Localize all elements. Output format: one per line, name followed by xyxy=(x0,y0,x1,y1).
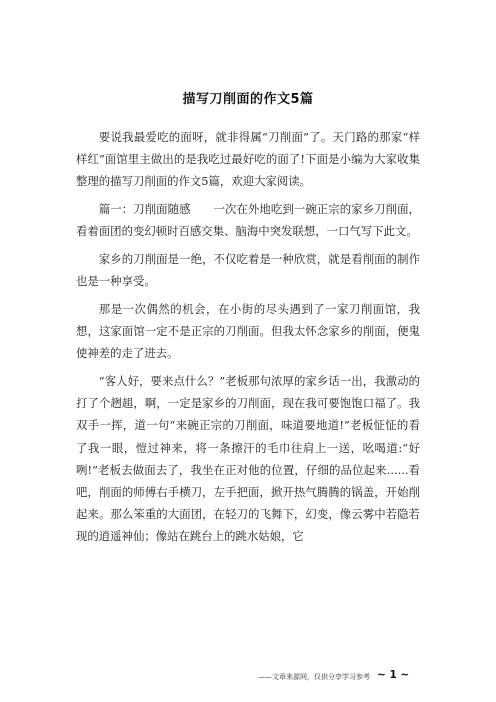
footer-source-note: ——文章来源网，仅供分享学习参考 xyxy=(258,673,370,681)
page-number: ~ 1 ~ xyxy=(377,669,410,681)
paragraph-2: 篇一：刀削面随感 一次在外地吃到一碗正宗的家乡刀削面，看着面团的变幻顿时百感交集、脑海中突发联想，一口气写下此文。 xyxy=(76,202,420,239)
paragraph-3: 家乡的刀削面是一绝，不仅吃着是一种欣赏，就是看削面的制作也是一种享受。 xyxy=(76,252,420,289)
paragraph-1: 要说我最爱吃的面呀，就非得属“刀削面”了。天门路的那家“样样红”面馆里主做出的是我吃过最好吃的面了!下面是小编为大家收集整理的描写刀削面的作文5篇，欢迎大家阅读。 xyxy=(76,130,420,189)
paragraph-4: 那是一次偶然的机会，在小街的尽头遇到了一家刀削面馆，我想，这家面馆一定不是正宗的刀削面。但我太怀念家乡的削面，便鬼使神差的走了进去。 xyxy=(76,301,420,361)
page-title: 描写刀削面的作文5篇 xyxy=(182,92,314,107)
paragraph-5: “客人好，要来点什么？”老板那句浓厚的家乡话一出，我激动的打了个趔趄，啊，一定是家乡的刀削面，现在我可要饱饱口福了。我双手一挥，道一句“来碗正宗的刀削面，味道要地道!”老板怔怔的看了我一眼，愷过神来，将一条擦汗的毛巾往肩上一送，吆喝道:“好咧!”老板去做面去了，我坐在正对他的位置，仔细的品位起来......看吧，削面的师傅右手横刀，左手把面，掀开热气腾腾的锅盖，开始削起来。那么笨重的大面团，在轻刀的飞舞下，幻变，像云雾中若隐若现的逍遥神仙；像站在跳台上的跳水姑娘，它 xyxy=(76,374,420,544)
article-body xyxy=(76,126,420,553)
